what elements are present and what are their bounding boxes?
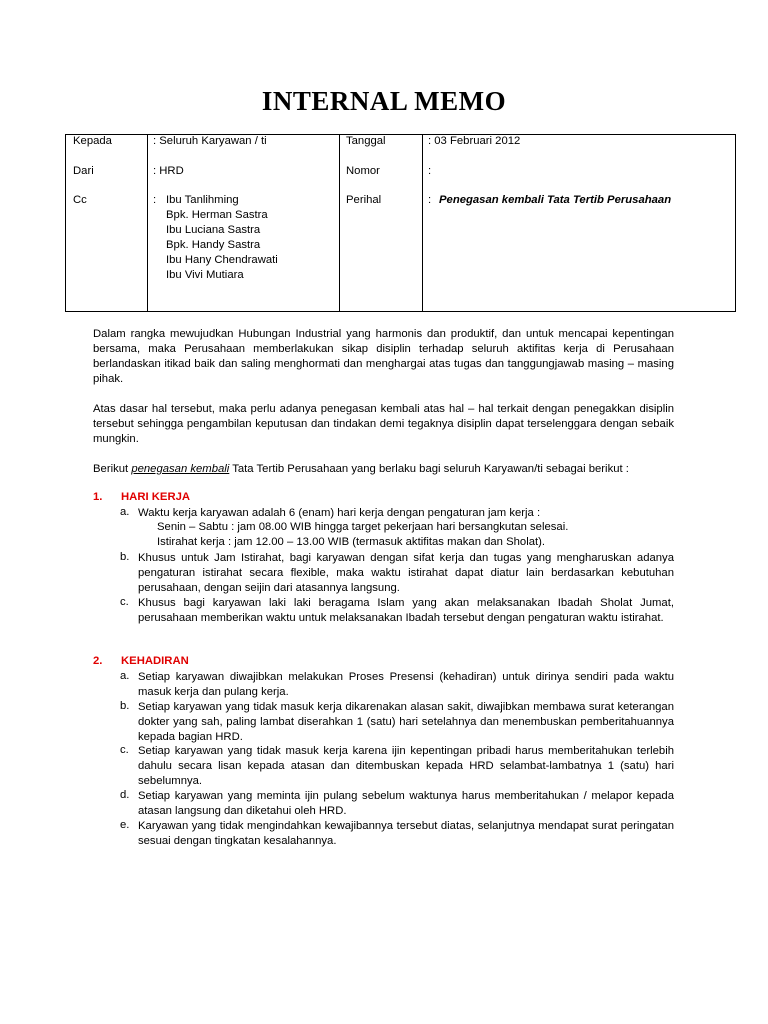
kepada-value: : Seluruh Karyawan / ti [153, 135, 267, 147]
header-values-col [148, 135, 340, 312]
perihal-colon: : [428, 194, 432, 206]
kepada-label: Kepada [73, 135, 112, 147]
section-number: 1. [93, 491, 103, 503]
section-title-kehadiran: KEHADIRAN [121, 655, 189, 667]
tanggal-value: : 03 Februari 2012 [428, 135, 521, 147]
paragraph-following [93, 462, 674, 477]
paragraph-text: Dalam rangka mewujudkan Hubungan Industrial yang harmonis dan produktif, dan untuk mencapai kepentingan bersama, maka Perusahaan memberlakukan sikap disiplin terhadap seluruh aktifitas kerja di Perusahaan berlandaskan itikad baik dan saling menghormati dan menghargai atas tugas dan tanggungjawab masing – masing pihak. [93, 328, 674, 385]
list-item: c. Khusus bagi karyawan laki laki beragama Islam yang akan melaksanakan Ibadah Sholat Jumat, perusahaan memberikan waktu untuk melaksanakan Ibadah tersebut dengan pengaturan waktu istirahat. [120, 596, 674, 624]
cc-label: Cc [73, 194, 87, 206]
emphasis-text: penegasan kembali [131, 463, 230, 475]
section-number: 2. [93, 655, 103, 667]
cc-recipient: Ibu Tanlihming [166, 194, 239, 206]
schedule-istirahat: Istirahat kerja : jam 12.00 – 13.00 WIB (termasuk aktifitas makan dan Sholat). [157, 536, 546, 548]
nomor-label: Nomor [346, 165, 380, 177]
list-item: a. Waktu kerja karyawan adalah 6 (enam) hari kerja dengan pengaturan jam kerja : [120, 506, 541, 519]
dari-value: : HRD [153, 165, 184, 177]
memo-header-table [65, 134, 736, 312]
list-item: b. Setiap karyawan yang tidak masuk kerja dikarenakan alasan sakit, diwajibkan membawa surat keterangan dokter yang sah, paling lambat diserahkan 1 (satu) hari setelahnya dan menembuskan pemberitahuannya kepada bagian HRD. [120, 700, 674, 743]
list-item: a. Setiap karyawan diwajibkan melakukan Proses Presensi (kehadiran) untuk dirinya sendiri pada waktu masuk kerja dan pulang kerja. [120, 670, 674, 698]
schedule-senin: Senin – Sabtu : jam 08.00 WIB hingga target pekerjaan hari bersangkutan selesai. [157, 521, 569, 533]
list-item: e. Karyawan yang tidak mengindahkan kewajibannya tersebut diatas, selanjutnya mendapat surat peringatan sesuai dengan tingkatan kesalahannya. [120, 819, 674, 847]
perihal-label: Perihal [346, 194, 382, 206]
list-item: b. Khusus untuk Jam Istirahat, bagi karyawan dengan sifat kerja dan tugas yang mengharuskan adanya pengaturan istirahat secara flexible, maka waktu istirahat dapat diatur lain berdasarkan kebutuhan perusahaan, dengan seijin dari atasannya langsung. [120, 551, 674, 594]
header-labels-col-2 [340, 135, 423, 312]
cc-colon: : [153, 194, 157, 206]
header-labels-col [66, 135, 148, 312]
list-item: c. Setiap karyawan yang tidak masuk kerja karena ijin kepentingan pribadi harus memberitahukan terlebih dahulu secara lisan kepada atasan dan ditembuskan kepada HRD selambat-lambatnya 1 (satu) hari sebelumnya. [120, 744, 674, 787]
paragraph-text: Berikut penegasan kembali Tata Tertib Perusahaan yang berlaku bagi seluruh Karyawan/ti sebagai berikut : [93, 463, 629, 475]
cc-recipient: Ibu Luciana Sastra [166, 224, 261, 236]
paragraph-basis [93, 402, 674, 447]
cc-recipient: Ibu Hany Chendrawati [166, 254, 278, 266]
memo-title: INTERNAL MEMO [261, 86, 507, 116]
cc-recipient: Ibu Vivi Mutiara [166, 269, 244, 281]
cc-recipient: Bpk. Handy Sastra [166, 239, 261, 251]
tanggal-label: Tanggal [346, 135, 386, 147]
nomor-value: : [428, 165, 432, 177]
section-title-hari-kerja: HARI KERJA [121, 491, 191, 503]
cc-recipient: Bpk. Herman Sastra [166, 209, 268, 221]
header-values-col-2 [423, 135, 736, 312]
dari-label: Dari [73, 165, 94, 177]
list-item: d. Setiap karyawan yang meminta ijin pulang sebelum waktunya harus memberitahukan / melapor kepada atasan langsung dan diketahui oleh HRD. [120, 789, 674, 817]
perihal-value: Penegasan kembali Tata Tertib Perusahaan [439, 194, 672, 206]
paragraph-intro [93, 327, 674, 387]
paragraph-text: Atas dasar hal tersebut, maka perlu adanya penegasan kembali atas hal – hal terkait dengan penegakkan disiplin tersebut sehingga pengambilan keputusan dan tindakan demi tegaknya disiplin dapat terselenggara dengan sebaik mungkin. [93, 403, 674, 445]
